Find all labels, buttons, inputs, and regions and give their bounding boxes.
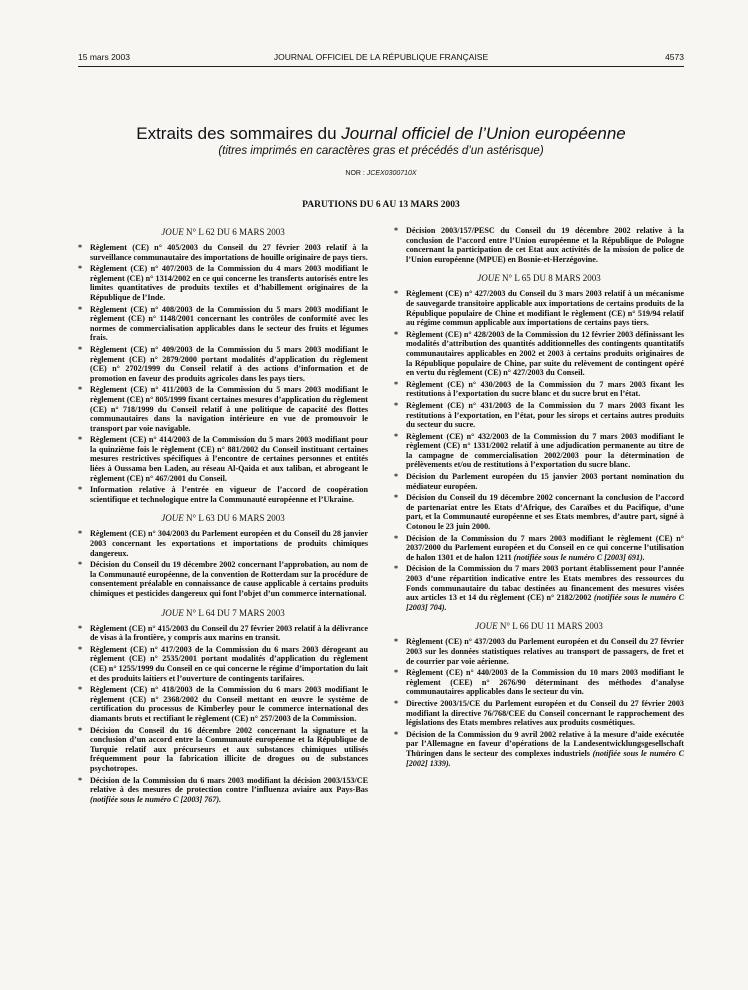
asterisk: * <box>78 685 83 695</box>
summary-entry <box>394 472 684 491</box>
section-joue: JOUE <box>161 513 184 524</box>
asterisk: * <box>78 243 83 252</box>
asterisk: * <box>394 431 399 441</box>
summary-entry <box>394 380 684 399</box>
asterisk: * <box>78 775 83 785</box>
asterisk: * <box>78 344 83 354</box>
asterisk: * <box>394 564 399 574</box>
summary-entry <box>78 560 368 598</box>
entry-text: Décision du Conseil du 19 décembre 2002 concernant l’approbation, au nom de la Communauté européenne, de la convention de Rotterdam sur la procédure de consentement préalable en connaissance de cause applicable à certains produits chimiques et pesticides dangereux qui font l’objet d’un commerce international. <box>90 560 368 598</box>
entry-text: Règlement (CE) n° 431/2003 de la Commission du 7 mars 2003 fixant les restitutions à l’exportation, en l’état, pour les sirops et certains autres produits du secteur du sucre. <box>406 400 684 430</box>
asterisk: * <box>394 493 399 503</box>
entry-text: Décision du Conseil du 19 décembre 2002 concernant la conclusion de l’accord de partenariat entre les Etats d’Afrique, des Caraïbes et du Pacifique, d’une part, et la Communauté européenne et ses Etats membres, d’autre part, signé à Cotonou le 23 juin 2000. <box>406 493 684 532</box>
summary-entry <box>78 243 368 262</box>
entry-text: Règlement (CE) n° 411/2003 de la Commission du 5 mars 2003 modifiant le règlement (CE) n° 805/1999 fixant certaines mesures d’application du règlement (CE) n° 718/1999 du Conseil relatif à une politique de capacité des flottes communautaires dans la navigation intérieure en vue de promouvoir le transport par voie navigable. <box>90 385 368 433</box>
header-page-number: 4573 <box>665 52 684 62</box>
asterisk: * <box>394 637 399 647</box>
entry-text: Règlement (CE) n° 432/2003 de la Commission du 7 mars 2003 modifiant le règlement (CE) n° 1331/2002 relatif à une adjudication permanente au titre de la campagne de commercialisation 2002/2003 pour la détermination de prélèvements et/ou de restitutions à l’exportation du sucre blanc. <box>406 431 684 470</box>
section-number: N° L 62 DU 6 MARS 2003 <box>183 227 285 237</box>
asterisk: * <box>78 623 83 633</box>
section-heading <box>78 512 368 524</box>
header-rule <box>78 66 684 67</box>
section-heading <box>78 226 368 238</box>
summary-entry <box>394 226 684 264</box>
summary-entry <box>78 345 368 383</box>
entry-text: Information relative à l’entrée en vigueur de l’accord de coopération scientifique et technologique entre la Communauté européenne et l’Ukraine. <box>90 485 368 504</box>
section-number: N° L 65 DU 8 MARS 2003 <box>499 273 601 284</box>
summary-entry <box>394 668 684 697</box>
summary-entry <box>78 726 368 774</box>
header-date: 15 mars 2003 <box>78 52 130 62</box>
entry-text: Règlement (CE) n° 409/2003 de la Commission du 5 mars 2003 modifiant le règlement (CE) n° 2879/2000 portant modalités d’application du règlement (CE) n° 2702/1999 du Conseil relatif à des actions d’information et de promotion en faveur des produits agricoles dans les pays tiers. <box>90 344 368 383</box>
asterisk: * <box>78 560 83 570</box>
summary-entry <box>394 493 684 531</box>
asterisk: * <box>394 400 399 410</box>
section-heading <box>394 620 684 632</box>
section-number: N° L 63 DU 6 MARS 2003 <box>183 513 285 524</box>
entry-text: Règlement (CE) n° 304/2003 du Parlement européen et du Conseil du 28 janvier 2003 concernant les exportations et importations de produits chimiques dangereux. <box>90 529 368 558</box>
asterisk: * <box>78 529 83 539</box>
asterisk: * <box>78 725 83 735</box>
entry-note: (notifiée sous le numéro C [2002] 1339). <box>406 748 684 768</box>
entry-text: Décision de la Commission du 9 avril 2002 relative à la mesure d’aide exécutée par l’Allemagne en faveur d’opérations de la Landesentwicklungsgesellschaft Thüringen dans le secteur des complexes industriels <box>406 729 684 758</box>
asterisk: * <box>78 485 83 495</box>
entry-text: Règlement (CE) n° 428/2003 de la Commission du 12 février 2003 définissant les modalités d’attribution des quantités additionnelles des contingents quantitatifs communautaires applicables en 2002 et 2003 à certains produits originaires de la République populaire de Chine, par suite du relèvement de contingent opéré en vertu du règlement (CE) n° 427/2003 du Conseil. <box>406 329 684 378</box>
page-subtitle: (titres imprimés en caractères gras et précédés d’un astérisque) <box>218 145 544 157</box>
parutions-heading: PARUTIONS DU 6 AU 13 MARS 2003 <box>302 200 460 210</box>
summary-entry <box>78 264 368 302</box>
asterisk: * <box>78 435 83 445</box>
summary-entry <box>394 730 684 768</box>
entry-text: Décision de la Commission du 7 mars 2003 portant établissement pour l’année 2003 d’une répartition indicative entre les Etats membres des ressources du Fonds communautaire du tabac destinées au financement des mesures visées aux articles 13 et 14 du règlement (CE) n° 2182/2002 <box>406 564 684 603</box>
nor-reference <box>78 170 684 177</box>
entry-text: Règlement (CE) n° 417/2003 de la Commission du 6 mars 2003 dérogeant au règlement (CE) n° 2535/2001 portant modalités d’application du règlement (CE) n° 1255/1999 du Conseil en ce qui concerne le régime d’importation du lait et des produits laitiers et l’ouverture de contingents tarifaires. <box>90 644 368 683</box>
asterisk: * <box>394 379 399 389</box>
section-joue: JOUE <box>161 607 184 618</box>
entry-text: Règlement (CE) n° 408/2003 de la Commission du 5 mars 2003 modifiant le règlement (CE) n° 1148/2001 concernant les contrôles de conformité avec les normes de commercialisation applicables dans le secteur des fruits et légumes frais. <box>90 304 368 343</box>
entry-text: Règlement (CE) n° 405/2003 du Conseil du 27 février 2003 relatif à la surveillance communautaire des importations de houille originaire de pays tiers. <box>90 243 368 262</box>
entry-note: (notifiée sous le numéro C [2003] 691). <box>511 552 645 562</box>
summary-entry <box>78 624 368 643</box>
entry-text: Règlement (CE) n° 415/2003 du Conseil du 27 février 2003 relatif à la délivrance de visas à la frontière, y compris aux marins en transit. <box>90 623 368 643</box>
entry-text: Directive 2003/15/CE du Parlement européen et du Conseil du 27 février 2003 modifiant la directive 76/768/CEE du Conseil concernant le rapprochement des législations des Etats membres relatives aux produits cosmétiques. <box>406 698 684 728</box>
entry-note: (notifiée sous le numéro C [2003] 767). <box>90 794 222 804</box>
entry-note: (notifiée sous le numéro C [2003] 704). <box>406 593 684 612</box>
summary-entry <box>78 776 368 805</box>
summary-entry <box>78 305 368 343</box>
title-italic: Journal officiel de l’Union européenne <box>341 124 626 143</box>
section-joue: JOUE <box>477 273 500 284</box>
summary-entry <box>394 637 684 666</box>
asterisk: * <box>394 289 399 299</box>
asterisk: * <box>394 226 399 235</box>
asterisk: * <box>78 304 83 314</box>
asterisk: * <box>394 533 399 543</box>
section-joue: JOUE <box>161 227 184 237</box>
page-title <box>78 124 684 144</box>
header-journal: JOURNAL OFFICIEL DE LA RÉPUBLIQUE FRANÇAISE <box>273 52 489 62</box>
summary-entry <box>78 435 368 483</box>
entry-text: Décision de la Commission du 6 mars 2003 modifiant la décision 2003/153/CE relative à des mesures de protection contre l’influenza aviaire aux Pays-Bas <box>90 775 368 795</box>
asterisk: * <box>394 698 399 708</box>
section-joue: JOUE <box>475 621 498 632</box>
nor-label: NOR : <box>345 170 367 177</box>
asterisk: * <box>78 644 83 654</box>
asterisk: * <box>394 729 399 739</box>
entry-text: Règlement (CE) n° 437/2003 du Parlement européen et du Conseil du 27 février 2003 sur les données statistiques relatives au transport de passagers, de fret et de courrier par voie aérienne. <box>406 637 684 666</box>
running-header <box>78 52 684 66</box>
right-column <box>394 226 684 770</box>
asterisk: * <box>78 385 83 395</box>
left-column <box>78 226 368 806</box>
entry-text: Règlement (CE) n° 407/2003 de la Commission du 4 mars 2003 modifiant le règlement (CE) n° 1314/2002 en ce qui concerne les transferts autorisés entre les limites quantitatives de produits textiles et d’habillement originaires de la République de l’Inde. <box>90 264 368 302</box>
summary-entry <box>78 385 368 433</box>
summary-entry <box>78 529 368 558</box>
asterisk: * <box>78 264 83 274</box>
summary-entry <box>394 330 684 378</box>
entry-text: Règlement (CE) n° 414/2003 de la Commission du 5 mars 2003 modifiant pour la quinzième fois le règlement (CE) n° 881/2002 du Conseil instituant certaines mesures restrictives spécifiques à l’encontre de certaines personnes et entités liées à Oussama ben Laden, au réseau Al-Qaida et aux taliban, et abrogeant le règlement (CE) n° 467/2001 du Conseil. <box>90 435 368 483</box>
summary-entry <box>394 432 684 470</box>
summary-entry <box>78 685 368 723</box>
asterisk: * <box>394 668 399 678</box>
asterisk: * <box>394 329 399 339</box>
section-number: N° L 64 DU 7 MARS 2003 <box>183 607 285 618</box>
entry-text: Décision du Conseil du 16 décembre 2002 concernant la signature et la conclusion d’un accord entre la Communauté européenne et la République de Turquie relatif aux précurseurs et aux substances chimiques utilisés fréquemment pour la fabrication illicite de drogues ou de substances psychotropes. <box>90 725 368 773</box>
section-heading <box>394 272 684 284</box>
entry-text: Règlement (CE) n° 440/2003 de la Commission du 10 mars 2003 modifiant le règlement (CEE) n° 2676/90 déterminant des méthodes d’analyse communautaires applicables dans le secteur du vin. <box>406 668 684 697</box>
summary-entry <box>394 564 684 612</box>
summary-entry <box>394 289 684 327</box>
summary-entry <box>394 401 684 430</box>
summary-entry <box>78 645 368 683</box>
entry-text: Décision 2003/157/PESC du Conseil du 19 décembre 2002 relative à la conclusion de l’accord entre l’Union européenne et la République de Pologne concernant la participation de cet Etat aux activités de la mission de police de l’Union européenne (MPUE) en Bosnie-et-Herzégovine. <box>406 226 684 264</box>
summary-entry <box>394 534 684 563</box>
section-heading <box>78 607 368 619</box>
section-number: N° L 66 DU 11 MARS 2003 <box>497 621 603 632</box>
entry-text: Décision du Parlement européen du 15 janvier 2003 portant nomination du médiateur européen. <box>406 472 684 491</box>
summary-entry <box>394 699 684 728</box>
nor-value: JCEX0300710X <box>366 170 417 177</box>
entry-text: Règlement (CE) n° 427/2003 du Conseil du 3 mars 2003 relatif à un mécanisme de sauvegarde transitoire applicable aux importations de certains produits de la République populaire de Chine et modifiant le règlement (CE) n° 519/94 relatif au régime commun applicable aux importations de certains pays tiers. <box>406 289 684 328</box>
entry-text: Règlement (CE) n° 430/2003 de la Commission du 7 mars 2003 fixant les restitutions à l’exportation du sucre blanc et du sucre brut en l’état. <box>406 379 684 399</box>
summary-entry <box>78 485 368 504</box>
entry-text: Décision de la Commission du 7 mars 2003 modifiant le règlement (CE) n° 2037/2000 du Parlement européen et du Conseil en ce qui concerne l’utilisation de halon 1301 et de halon 1211 <box>406 533 684 562</box>
entry-text: Règlement (CE) n° 418/2003 de la Commission du 6 mars 2003 modifiant le règlement (CE) n° 2368/2002 du Conseil mettant en œuvre le système de certification du processus de Kimberley pour le commerce international des diamants bruts et rectifiant le règlement (CE) n° 257/2003 de la Commission. <box>90 685 368 723</box>
asterisk: * <box>394 472 399 482</box>
title-plain: Extraits des sommaires du <box>136 124 342 143</box>
